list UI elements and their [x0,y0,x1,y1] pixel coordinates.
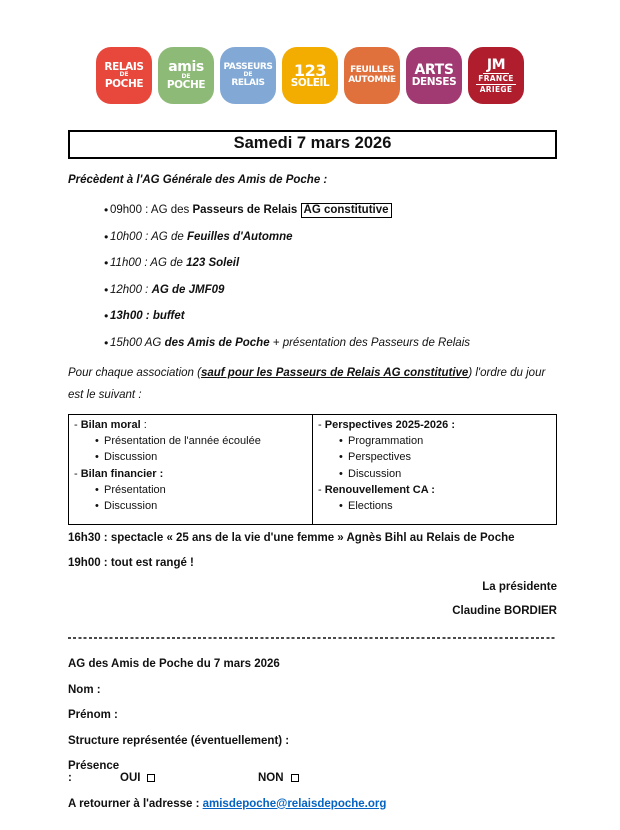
schedule-text: 12h00 : [110,283,152,296]
logo-line: JM [483,58,509,74]
agenda-item: • Discussion [74,498,308,514]
logo-line: AUTOMNE [348,74,396,85]
logo-line: ARIEGE [479,84,513,94]
email-link[interactable]: amisdepoche@relaisdepoche.org [202,797,387,810]
schedule-association: Passeurs de Relais [192,204,301,216]
logo-row [0,0,620,104]
agenda-item: • Programmation [318,433,552,449]
schedule-item-09h00 [68,203,557,217]
yes-label: OUI [120,772,141,785]
logo-line: DE [243,71,253,79]
schedule-list [68,203,557,350]
no-label: NON [258,772,284,785]
logo-line: RELAIS [104,60,144,73]
dotted-cut-line [68,637,557,639]
logo-line: DE [119,71,129,79]
agenda-row [69,415,557,525]
agenda-left-cell [69,415,313,525]
logo-line: 123 [293,60,327,80]
spectacle-line: 16h30 : spectacle « 25 ans de la vie d'une femme » Agnès Bihl au Relais de Poche [68,532,515,545]
range-line: 19h00 : tout est rangé ! [68,557,194,570]
schedule-association: des Amis de Poche [164,336,270,349]
date-title-box [68,130,557,159]
presence-line [68,760,557,784]
schedule-text: 10h00 : AG de [110,230,187,243]
schedule-text: 11h00 : AG de [110,257,187,269]
schedule-item-15h00 [68,336,557,350]
agenda-heading-bilan-financier: - Bilan financier : [74,467,164,480]
form-heading: AG des Amis de Poche du 7 mars 2026 [68,658,280,671]
agenda-item: • Présentation de l'année écoulée [74,433,308,449]
logo-line: amis [168,58,204,75]
logo-line: DE [181,73,191,81]
structure-field-label: Structure représentée (éventuellement) : [68,734,290,747]
schedule-item-13h00 [68,309,557,323]
order-note-text: Pour chaque association ( [68,367,201,379]
order-note [68,362,557,406]
return-label: A retourner à l'adresse : [68,797,203,810]
schedule-item-11h00 [68,256,557,270]
schedule-association: Feuilles d'Automne [186,230,293,243]
return-address-line [68,798,557,810]
logo-line: ARTS [414,62,454,79]
agenda-item: • Discussion [74,449,308,465]
intro-line: Précèdent à l'AG Générale des Amis de Poche : [68,174,328,186]
schedule-text: + présentation des Passeurs de Relais [269,336,471,349]
agenda-item: • Présentation [74,482,308,498]
agenda-item: • Discussion [318,466,552,482]
presence-label: Présence : [68,760,120,785]
firstname-field-label: Prénom : [68,709,118,722]
agenda-item: • Elections [318,498,552,514]
agenda-table [68,414,557,525]
presence-no-option [258,772,299,784]
signature-role: La présidente [482,581,557,594]
no-checkbox[interactable] [291,774,299,782]
jm-france-ariege-logo [468,47,524,104]
presence-yes-option [120,772,258,784]
schedule-text: 15h00 AG [110,336,165,349]
logo-line: PASSEURS [223,62,273,73]
date-title: Samedi 7 mars 2026 [233,134,392,152]
agenda-item: • Perspectives [318,449,552,465]
agenda-heading-renouvellement-ca: - Renouvellement CA : [318,483,435,496]
document-body [68,174,557,810]
schedule-association: AG de JMF09 [151,283,225,296]
ag-constitutive-box: AG constitutive [301,203,392,218]
schedule-item-10h00 [68,230,557,244]
agenda-right-cell [313,415,557,525]
feuilles-automne-logo [344,47,400,104]
123-soleil-logo [282,47,338,104]
schedule-text: 09h00 : AG des [110,204,193,216]
schedule-association: 123 Soleil [186,257,240,269]
logo-line: SOLEIL [290,76,330,89]
logo-line: DENSES [411,76,457,89]
logo-line: FRANCE [478,73,514,83]
arts-denses-logo [406,47,462,104]
yes-checkbox[interactable] [147,774,155,782]
logo-line: FEUILLES [350,65,394,76]
logo-line: POCHE [104,77,144,90]
schedule-item-12h00 [68,283,557,297]
logo-line: RELAIS [231,77,265,88]
order-note-exception: sauf pour les Passeurs de Relais AG constitutive [200,367,469,379]
passeurs-de-relais-logo [220,47,276,104]
amis-de-poche-logo [158,47,214,104]
relais-de-poche-logo [96,47,152,104]
agenda-heading-bilan-moral: - Bilan moral : [74,419,147,431]
signature-name: Claudine BORDIER [452,605,557,618]
order-note-text: ) l'ordre du jour est le suivant : [68,367,546,401]
name-field-label: Nom : [68,683,101,696]
logo-line: POCHE [166,79,206,92]
schedule-text: 13h00 : buffet [110,310,185,322]
agenda-heading-perspectives: - Perspectives 2025-2026 : [318,419,455,431]
